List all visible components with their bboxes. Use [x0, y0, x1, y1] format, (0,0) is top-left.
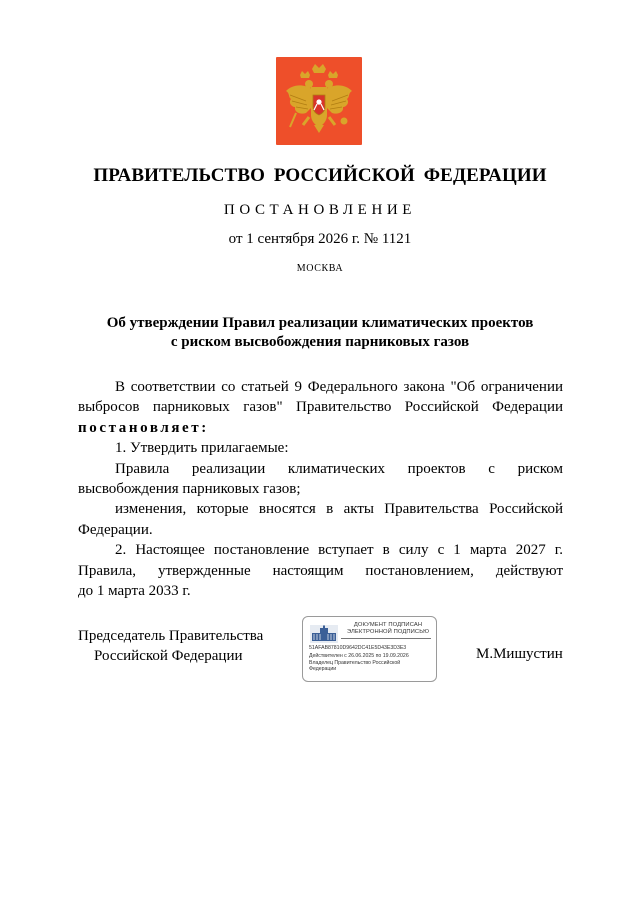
signatory-position: [78, 626, 263, 666]
body-line: Правила, утвержденные настоящим постановлением, действуют: [78, 562, 563, 579]
stamp-divider: [341, 638, 431, 639]
electronic-signature-stamp: [302, 616, 437, 682]
subject-line: Об утверждении Правил реализации климатических проектов: [106, 315, 534, 331]
stamp-title-line: ДОКУМЕНТ ПОДПИСАН: [353, 622, 423, 628]
body-line: до 1 марта 2033 г.: [78, 583, 191, 600]
decree-word: постановляет:: [78, 419, 209, 436]
stamp-title: [341, 622, 435, 636]
body-line: Федерации.: [78, 521, 153, 538]
document-date-number: от 1 сентября 2026 г. № 1121: [228, 231, 412, 247]
body-line: выбросов парниковых газов" Правительство Российской Федерации: [78, 399, 563, 416]
body-line: 1. Утвердить прилагаемые:: [115, 440, 289, 457]
position-line: Российской Федерации: [94, 648, 243, 664]
body-line: изменения, которые вносятся в акты Правительства Российской: [115, 501, 563, 518]
stamp-owner: Федерации: [309, 666, 337, 672]
body-line: высвобождения парниковых газов;: [78, 481, 301, 498]
government-building-icon: [310, 625, 338, 643]
document-body: [78, 377, 563, 601]
body-line: Правила реализации климатических проектов с риском: [115, 460, 563, 477]
coat-of-arms-graphic: [276, 57, 362, 145]
document-type: ПОСТАНОВЛЕНИЕ: [223, 202, 417, 218]
document-subject: [0, 314, 640, 352]
subject-line: с риском высвобождения парниковых газов: [170, 334, 470, 350]
position-line: Председатель Правительства: [78, 628, 264, 644]
document-city: МОСКВА: [296, 263, 344, 274]
government-title: ПРАВИТЕЛЬСТВО РОССИЙСКОЙ ФЕДЕРАЦИИ: [93, 165, 547, 186]
stamp-certificate: 51AFAB87810D9642DC41E5D43E3D3E3: [309, 645, 407, 651]
coat-of-arms-icon: [276, 57, 362, 145]
signatory-name: М.Мишустин: [476, 646, 563, 662]
stamp-title-line: ЭЛЕКТРОННОЙ ПОДПИСЬЮ: [346, 629, 430, 636]
stamp-validity: Действителен с 26.06.2025 по 19.09.2026: [309, 653, 409, 659]
body-line: В соответствии со статьей 9 Федерального закона "Об ограничении: [115, 379, 563, 395]
body-line: 2. Настоящее постановление вступает в силу с 1 марта 2027 г.: [115, 542, 563, 559]
stamp-owner: Владелец Правительство Российской: [309, 659, 401, 666]
